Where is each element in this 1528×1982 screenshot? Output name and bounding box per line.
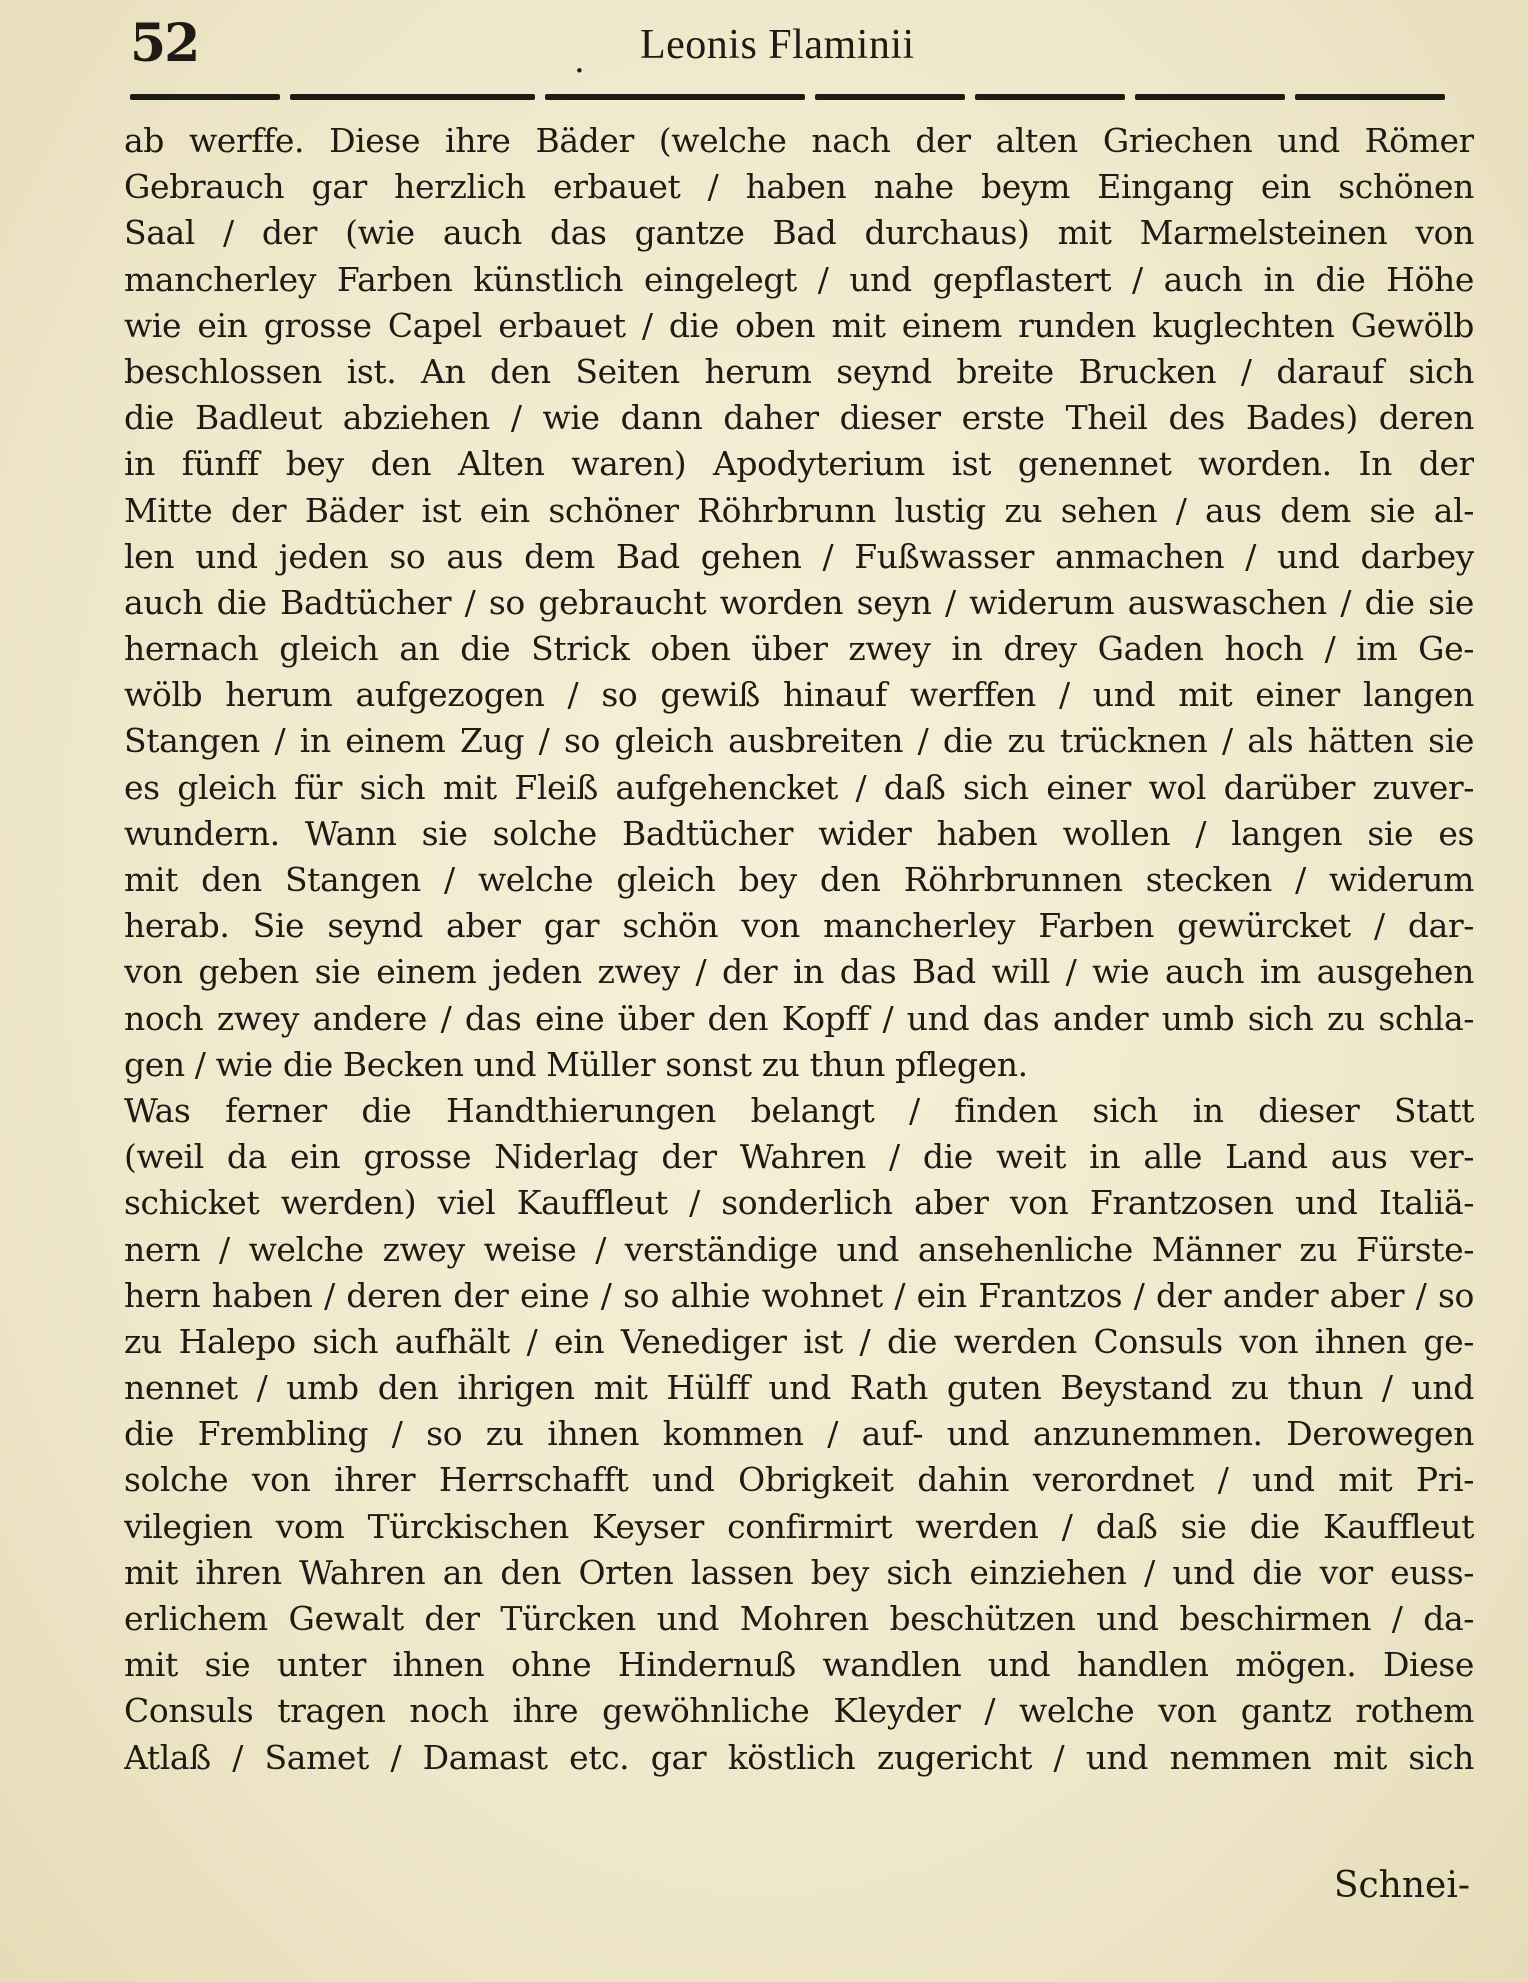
- text-line: mit den Stangen / welche gleich bey den Röhrbrunnen stecken / widerum: [124, 860, 1474, 899]
- text-line: Atlaß / Samet / Damast etc. gar köstlich zugericht / und nemmen mit sich: [124, 1737, 1474, 1777]
- text-line: gen / wie die Becken und Müller sonst zu thun pflegen.: [124, 1044, 1028, 1084]
- text-line: auch die Badtücher / so gebraucht worden seyn / widerum auswaschen / die sie: [124, 582, 1474, 622]
- text-line: hern haben / deren der eine / so alhie wohnet / ein Frantzos / der ander aber / so: [124, 1275, 1474, 1315]
- page-number: 52: [130, 13, 199, 74]
- text-line: zu Halepo sich aufhält / ein Venediger ist / die werden Consuls von ihnen ge-: [124, 1321, 1474, 1361]
- text-line: schicket werden) viel Kauffleut / sonderlich aber von Frantzosen und Italiä-: [124, 1183, 1474, 1223]
- header-rule: [130, 94, 1465, 102]
- text-line: wundern. Wann sie solche Badtücher wider haben wollen / langen sie es: [124, 813, 1474, 853]
- text-line: Mitte der Bäder ist ein schöner Röhrbrunn lustig zu sehen / aus dem sie al-: [124, 490, 1474, 530]
- text-line: mit sie unter ihnen ohne Hindernuß wandlen und handlen mögen. Diese: [124, 1645, 1474, 1685]
- text-line: vilegien vom Türckischen Keyser confirmirt werden / daß sie die Kauffleut: [124, 1506, 1474, 1546]
- text-line: von geben sie einem jeden zwey / der in das Bad will / wie auch im ausgehen: [124, 952, 1474, 992]
- catchword: Schnei-: [1333, 1865, 1470, 1906]
- text-line: in fünff bey den Alten waren) Apodyterium ist genennet worden. In der: [124, 444, 1474, 484]
- text-line: hernach gleich an die Strick oben über zwey in drey Gaden hoch / im Ge-: [124, 629, 1474, 669]
- text-line: wie ein grosse Capel erbauet / die oben mit einem runden kuglechten Gewölb: [124, 305, 1474, 345]
- text-line: nern / welche zwey weise / verständige und ansehenliche Männer zu Fürste-: [124, 1229, 1474, 1269]
- body-text: [124, 118, 1474, 1781]
- text-line: len und jeden so aus dem Bad gehen / Fußwasser anmachen / und darbey: [124, 536, 1474, 576]
- text-line: Consuls tragen noch ihre gewöhnliche Kleyder / welche von gantz rothem: [124, 1691, 1474, 1731]
- header-dot: .: [574, 41, 585, 81]
- text-line: mit ihren Wahren an den Orten lassen bey sich einziehen / und die vor euss-: [124, 1552, 1474, 1592]
- text-line: (weil da ein grosse Niderlag der Wahren / die weit in alle Land aus ver-: [124, 1137, 1474, 1177]
- text-line: beschlossen ist. An den Seiten herum seynd breite Brucken / darauf sich: [124, 351, 1474, 391]
- text-line: ab werffe. Diese ihre Bäder (welche nach der alten Griechen und Römer: [124, 121, 1474, 160]
- text-line: die Badleut abziehen / wie dann daher dieser erste Theil des Bades) deren: [124, 398, 1474, 438]
- text-line: mancherley Farben künstlich eingelegt / und gepflastert / auch in die Höhe: [124, 259, 1474, 299]
- text-line: solche von ihrer Herrschafft und Obrigkeit dahin verordnet / und mit Pri-: [124, 1460, 1474, 1500]
- text-line: Stangen / in einem Zug / so gleich ausbreiten / die zu trücknen / als hätten sie: [124, 721, 1474, 761]
- text-line: es gleich für sich mit Fleiß aufgehencket / daß sich einer wol darüber zuver-: [124, 767, 1474, 807]
- text-line: noch zwey andere / das eine über den Kopff / und das ander umb sich zu schla-: [124, 998, 1474, 1038]
- text-line: die Frembling / so zu ihnen kommen / auf- und anzunemmen. Derowegen: [124, 1414, 1474, 1454]
- text-line: Was ferner die Handthierungen belangt / finden sich in dieser Statt: [124, 1090, 1474, 1130]
- text-line: erlichem Gewalt der Türcken und Mohren beschützen und beschirmen / da-: [124, 1599, 1474, 1638]
- text-line: nennet / umb den ihrigen mit Hülff und Rath guten Beystand zu thun / und: [124, 1368, 1474, 1408]
- text-line: wölb herum aufgezogen / so gewiß hinauf werffen / und mit einer langen: [124, 675, 1474, 715]
- text-line: Saal / der (wie auch das gantze Bad durchaus) mit Marmelsteinen von: [124, 213, 1474, 253]
- text-line: herab. Sie seynd aber gar schön von mancherley Farben gewürcket / dar-: [124, 906, 1474, 946]
- running-title: Leonis Flaminii: [640, 22, 915, 68]
- text-line: Gebrauch gar herzlich erbauet / haben nahe beym Eingang ein schönen: [124, 167, 1474, 207]
